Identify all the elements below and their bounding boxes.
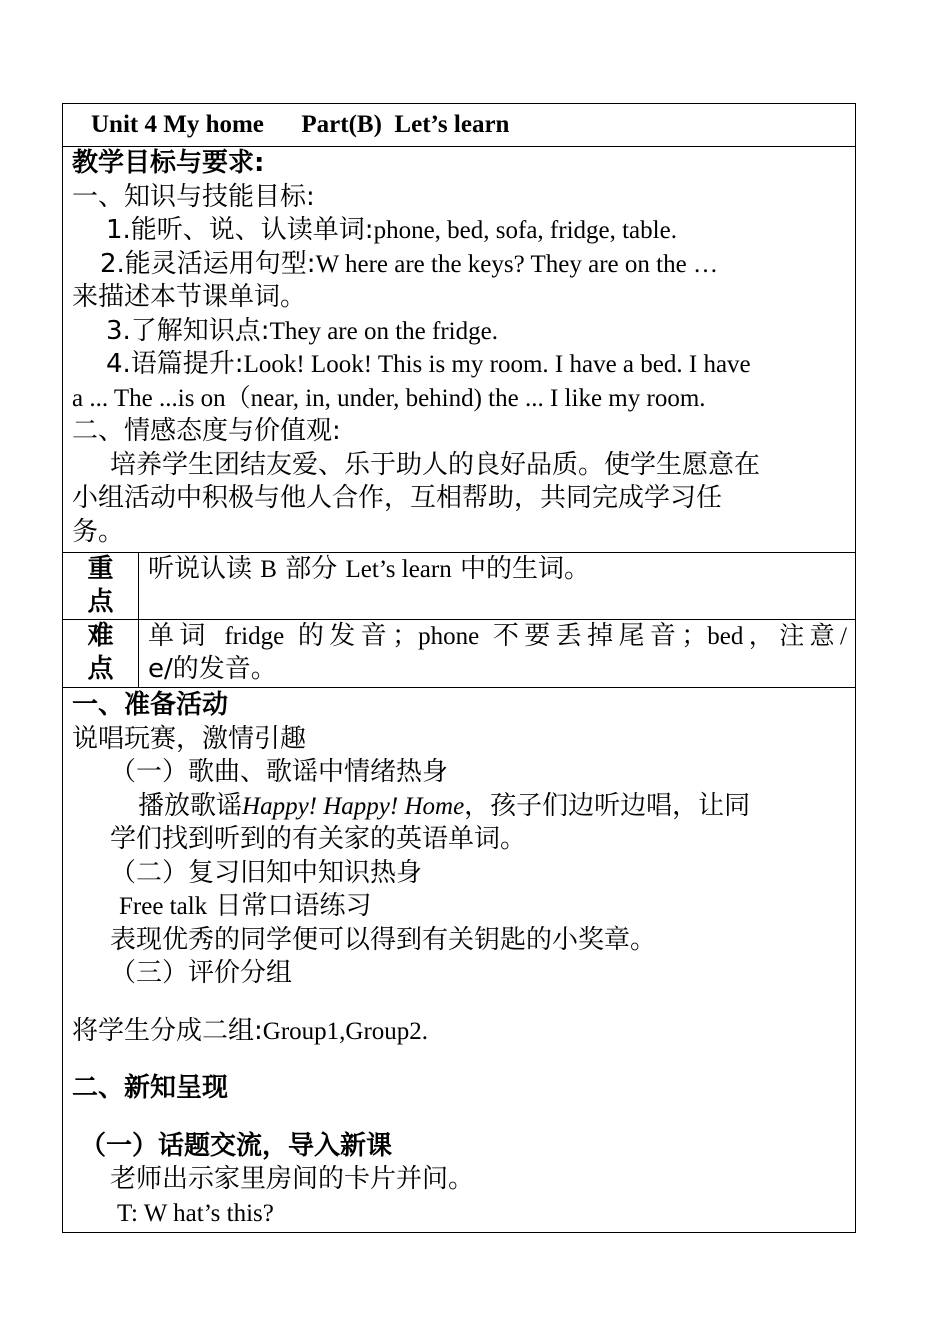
part-title: Part(B) Let’s learn xyxy=(301,111,510,138)
prep-subheading: 说唱玩赛，激情引趣 xyxy=(72,723,307,754)
difficult-line-1: 单词 fridge 的发音；phone 不要丢掉尾音；bed，注意/ xyxy=(148,621,847,651)
emotion-line-3: 务。 xyxy=(72,516,125,547)
step-1-line-1: 播放歌谣Happy! Happy! Home，孩子们边听边唱，让同 xyxy=(138,790,751,821)
step-2-line-1: Free talk 日常口语练习 xyxy=(119,891,372,921)
step-1-heading: （一）歌曲、歌谣中情绪热身 xyxy=(110,757,449,787)
key-points-text: 听说认读 B 部分 Let’s learn 中的生词。 xyxy=(148,554,590,584)
new-knowledge-heading: 二、新知呈现 xyxy=(72,1073,229,1103)
objectives-heading: 教学目标与要求: xyxy=(72,148,265,178)
objective-item-3: 3.了解知识点:They are on the fridge. xyxy=(106,315,498,346)
step-3-heading: （三）评价分组 xyxy=(110,958,293,988)
unit-title: Unit 4 My home xyxy=(91,111,264,138)
new-step-1-heading: （一）话题交流，导入新课 xyxy=(80,1130,393,1161)
dialog-line: T: W hat’s this? xyxy=(117,1199,274,1227)
emotion-line-1: 培养学生团结友爱、乐于助人的良好品质。使学生愿意在 xyxy=(110,449,761,480)
step-2-line-2: 表现优秀的同学便可以得到有关钥匙的小奖章。 xyxy=(110,924,657,955)
objectives-section xyxy=(63,146,855,552)
objective-item-2-cont: 来描述本节课单词。 xyxy=(72,282,307,312)
objective-item-4: 4.语篇提升:Look! Look! This is my room. I have a bed. I have xyxy=(106,349,751,379)
emotion-line-2: 小组活动中积极与他人合作，互相帮助，共同完成学习任 xyxy=(72,483,723,513)
lesson-plan-table xyxy=(62,103,856,1233)
step-1-line-2: 学们找到听到的有关家的英语单词。 xyxy=(110,824,527,854)
difficult-points-label: 难 点 xyxy=(63,620,139,687)
difficult-line-2: e/的发音。 xyxy=(148,654,277,684)
step-2-heading: （二）复习旧知中知识热身 xyxy=(110,857,423,888)
objective-item-1: 1.能听、说、认读单词:phone, bed, sofa, fridge, table. xyxy=(106,215,677,245)
difficult-points-text xyxy=(139,620,855,687)
groups-line: 将学生分成二组:Group1,Group2. xyxy=(72,1015,429,1046)
new-step-1-line: 老师出示家里房间的卡片并问。 xyxy=(110,1164,475,1194)
knowledge-heading: 一、知识与技能目标: xyxy=(72,181,315,212)
key-points-label: 重 点 xyxy=(63,553,139,619)
objective-item-4-cont: a ... The ...is on（near, in, under, behind) the ... I like my room. xyxy=(72,384,706,412)
difficult-points-row xyxy=(63,619,855,687)
objective-item-2: 2.能灵活运用句型:W here are the keys? They are on the … xyxy=(100,248,718,279)
key-points-row xyxy=(63,552,855,619)
lesson-title xyxy=(63,104,855,146)
procedure-section xyxy=(63,687,855,1232)
emotion-heading: 二、情感态度与价值观: xyxy=(72,416,341,446)
prep-heading: 一、准备活动 xyxy=(72,690,229,720)
